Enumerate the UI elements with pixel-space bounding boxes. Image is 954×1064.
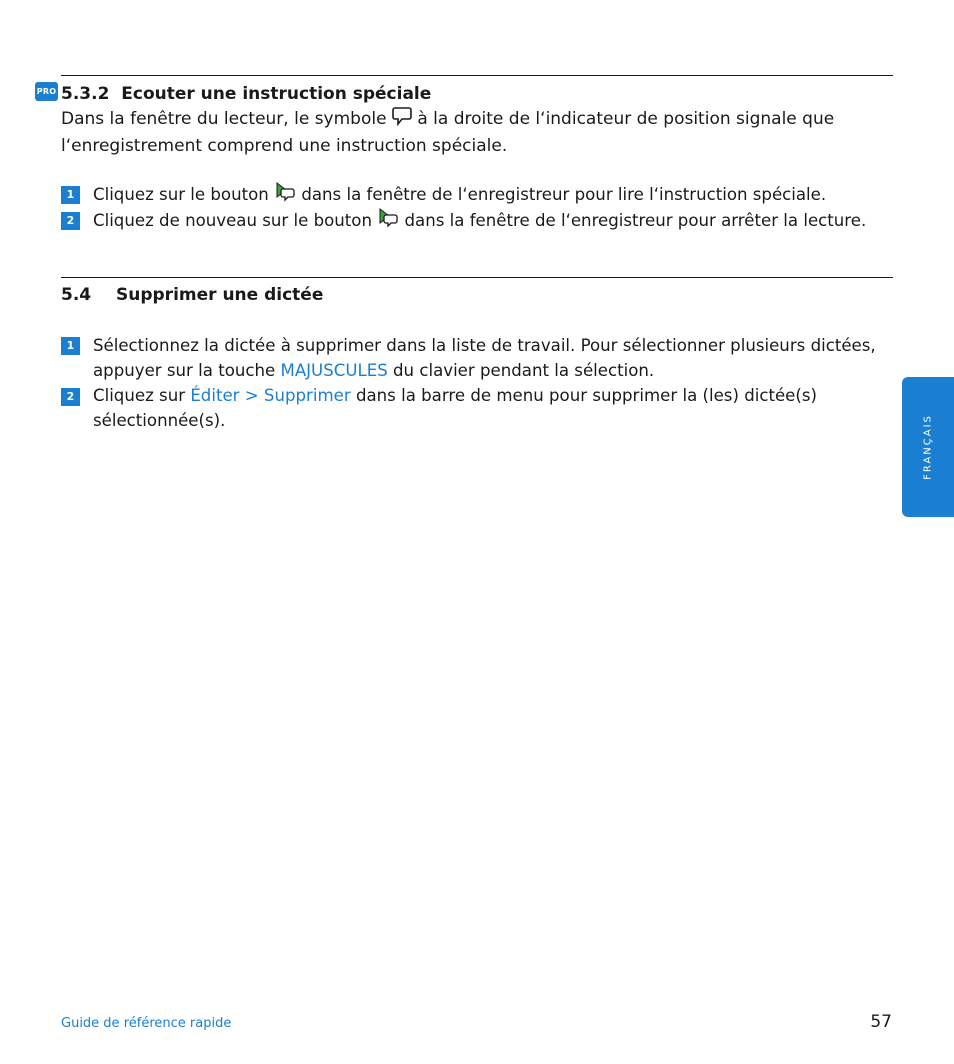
step-text-a: Cliquez de nouveau sur le bouton xyxy=(93,211,378,230)
language-tab-label: FRANÇAIS xyxy=(922,414,934,480)
step-text-b: dans la fenêtre de l‘enregistreur pour lire l‘instruction spéciale. xyxy=(296,185,827,204)
page-number: 57 xyxy=(870,1012,892,1032)
step-text-b: dans la fenêtre de l‘enregistreur pour arrêter la lecture. xyxy=(399,211,867,230)
step-text-b: dans la barre de menu pour supprimer la (les) dictée(s) sélectionnée(s). xyxy=(93,386,817,430)
intro-text-a: Dans la fenêtre du lecteur, le symbole xyxy=(61,109,392,129)
step-text-a: Cliquez sur xyxy=(93,386,191,405)
section-rule-54 xyxy=(61,277,893,278)
section-532-intro xyxy=(61,106,891,159)
section-number: 5.3.2 xyxy=(61,84,110,104)
menu-path-link: Éditer > Supprimer xyxy=(190,386,351,405)
section-title: Ecouter une instruction spéciale xyxy=(121,84,432,104)
step-number: 1 xyxy=(61,186,80,204)
footer-guide-title: Guide de référence rapide xyxy=(61,1016,232,1031)
intro-text-b: à la droite de l‘indicateur de position signale que l‘enregistrement comprend une instruction spéciale. xyxy=(61,109,835,156)
step-text-b: du clavier pendant la sélection. xyxy=(387,361,655,380)
pro-badge: PRO xyxy=(35,82,58,101)
language-tab xyxy=(902,377,954,517)
section-heading-532 xyxy=(61,83,431,105)
section-heading-54 xyxy=(61,284,323,306)
play-instruction-icon xyxy=(377,208,399,235)
step-number: 1 xyxy=(61,337,80,355)
step-number: 2 xyxy=(61,388,80,406)
speech-bubble-icon xyxy=(392,106,412,134)
section-title: Supprimer une dictée xyxy=(116,285,324,305)
keyboard-key-link: MAJUSCULES xyxy=(280,361,388,380)
step-number: 2 xyxy=(61,212,80,230)
step-text-a: Sélectionnez la dictée à supprimer dans la liste de travail. Pour sélectionner plusieurs dictées, appuyer sur la touche xyxy=(93,336,876,380)
step-text-a: Cliquez sur le bouton xyxy=(93,185,275,204)
section-54-step-2 xyxy=(93,383,891,433)
play-instruction-icon xyxy=(274,182,296,209)
section-532-step-2 xyxy=(93,208,893,235)
section-number: 5.4 xyxy=(61,285,92,305)
section-54-step-1 xyxy=(93,333,891,383)
section-532-step-1 xyxy=(93,182,893,209)
section-rule-532 xyxy=(61,75,893,76)
